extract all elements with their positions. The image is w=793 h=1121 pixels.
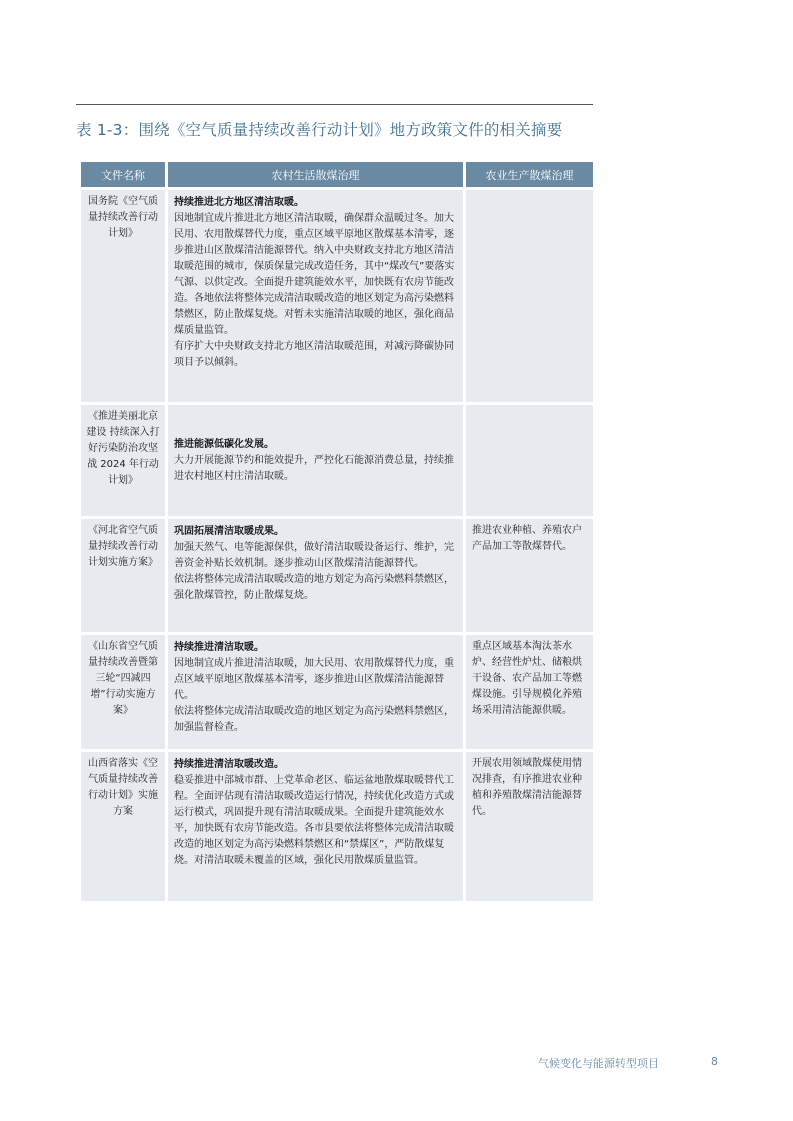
policy-summary-table xyxy=(78,162,596,904)
header-agri-coal: 农业生产散煤治理 xyxy=(466,162,593,190)
rural-coal-cell xyxy=(168,190,463,405)
document-name-cell: 《推进美丽北京建设 持续深入打好污染防治攻坚战 2024 年行动计划》 xyxy=(81,405,165,519)
rural-measure-text: 大力开展能源节约和能效提升，严控化石能源消费总量，持续推进农村地区村庄清洁取暖。 xyxy=(174,454,454,482)
footer-project-name: 气候变化与能源转型项目 xyxy=(538,1057,659,1070)
rural-measure-title: 巩固拓展清洁取暖成果。 xyxy=(174,526,284,537)
table-row xyxy=(81,405,593,519)
rural-measure-text: 因地制宜成片推进清洁取暖，加大民用、农用散煤替代力度，重点区域平原地区散煤基本清零，逐步推进山区散煤清洁能源替代。 xyxy=(174,658,454,701)
rural-measure-title: 推进能源低碳化发展。 xyxy=(174,438,274,450)
document-name-cell: 山西省落实《空气质量持续改善行动计划》实施方案 xyxy=(81,752,165,904)
rural-measure-text-2: 依法将整体完成清洁取暖改造的地区划定为高污染燃料禁燃区，加强监督检查。 xyxy=(174,706,454,733)
agri-coal-cell: 推进农业种植、养殖农户产品加工等散煤替代。 xyxy=(466,519,593,635)
table-row xyxy=(81,190,593,405)
table-row xyxy=(81,635,593,752)
document-name-cell: 《山东省空气质量持续改善暨第三轮“四减四增”行动实施方案》 xyxy=(81,635,165,752)
header-rural-coal: 农村生活散煤治理 xyxy=(168,162,463,190)
document-name-cell: 国务院《空气质量持续改善行动计划》 xyxy=(81,190,165,405)
table-row xyxy=(81,752,593,904)
agri-coal-cell: 开展农用领域散煤使用情况排查，有序推进农业种植和养殖散煤清洁能源替代。 xyxy=(466,752,593,904)
rural-measure-text: 加强天然气、电等能源保供，做好清洁取暖设备运行、维护，完善资金补贴长效机制。逐步推动山区散煤清洁能源替代。 xyxy=(174,542,454,569)
rural-measure-title: 持续推进清洁取暖。 xyxy=(174,642,264,653)
document-name-cell: 《河北省空气质量持续改善行动计划实施方案》 xyxy=(81,519,165,635)
table-row xyxy=(81,519,593,635)
rural-coal-cell xyxy=(168,405,463,519)
rural-measure-text-2: 依法将整体完成清洁取暖改造的地方划定为高污染燃料禁燃区，强化散煤管控，防止散煤复烧。 xyxy=(174,574,454,601)
rural-coal-cell xyxy=(168,519,463,635)
rural-measure-title: 持续推进清洁取暖改造。 xyxy=(174,759,284,770)
agri-coal-cell xyxy=(466,190,593,405)
rural-coal-cell xyxy=(168,752,463,904)
top-rule xyxy=(76,104,593,105)
page-number: 8 xyxy=(711,1055,718,1068)
rural-measure-text: 因地制宜成片推进北方地区清洁取暖，确保群众温暖过冬。加大民用、农用散煤替代力度，重点区域平原地区散煤基本清零，逐步推进山区散煤清洁能源替代。纳入中央财政支持北方地区清洁取暖范围的城市，保质保量完成改造任务，其中“煤改气”要落实气源、以供定改。全面提升建筑能效水平，加快既有农房节能改造。各地依法将整体完成清洁取暖改造的地区划定为高污染燃料禁燃区，防止散煤复烧。对暂未实施清洁取暖的地区，强化商品煤质量监管。 xyxy=(174,213,455,336)
rural-coal-cell xyxy=(168,635,463,752)
header-document-name: 文件名称 xyxy=(81,162,165,190)
rural-measure-text-2: 有序扩大中央财政支持北方地区清洁取暖范围，对减污降碳协同项目予以倾斜。 xyxy=(174,341,454,368)
table-header-row xyxy=(81,162,593,190)
agri-coal-cell: 重点区域基本淘汰茶水炉、经营性炉灶、储粮烘干设备、农产品加工等燃煤设施。引导规模化养殖场采用清洁能源供暖。 xyxy=(466,635,593,752)
agri-coal-cell xyxy=(466,405,593,519)
rural-measure-text: 稳妥推进中部城市群、上党革命老区、临运盆地散煤取暖替代工程。全面评估现有清洁取暖改造运行情况，持续优化改造方式或运行模式，巩固提升现有清洁取暖成果。全面提升建筑能效水平，加快既有农房节能改造。各市县要依法将整体完成清洁取暖改造的地区划定为高污染燃料禁燃区和“禁煤区”，严防散煤复烧。对清洁取暖未覆盖的区域，强化民用散煤质量监管。 xyxy=(174,775,454,866)
table-title: 表 1-3：围绕《空气质量持续改善行动计划》地方政策文件的相关摘要 xyxy=(76,121,563,139)
rural-measure-title: 持续推进北方地区清洁取暖。 xyxy=(174,197,304,208)
